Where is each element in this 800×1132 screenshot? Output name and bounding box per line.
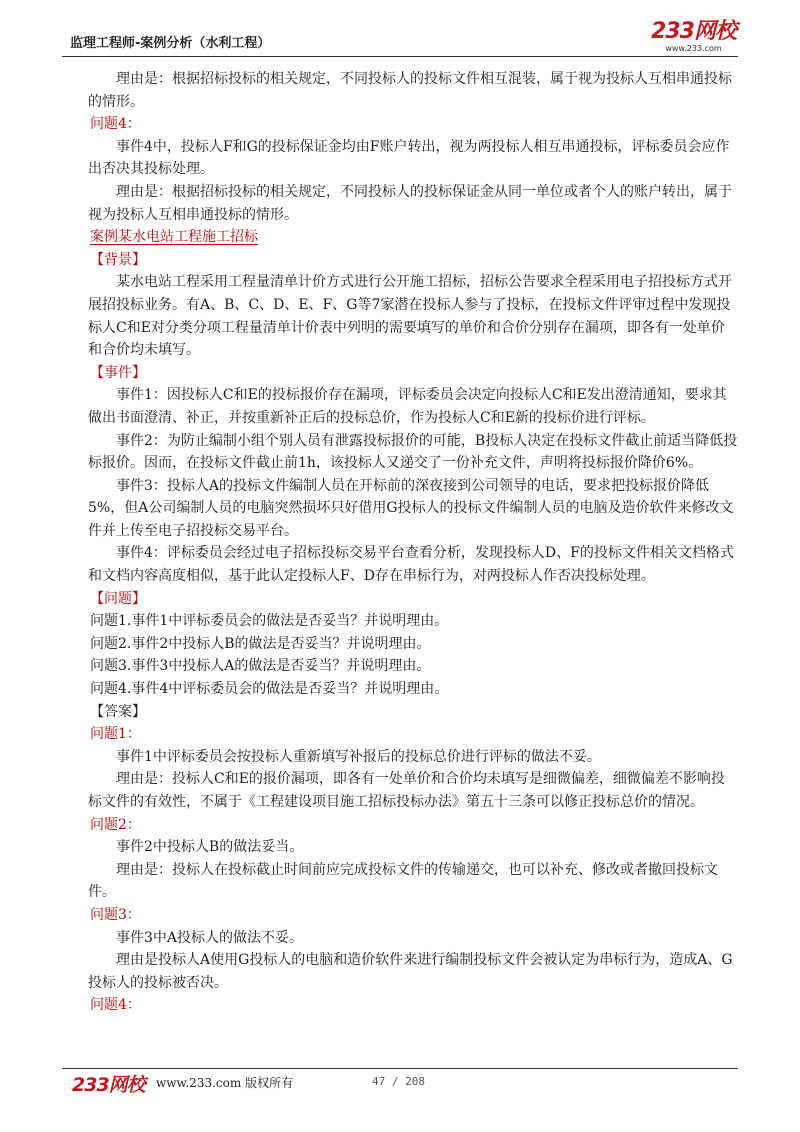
brand-logo-text: 233网校 [651,19,736,44]
event-1: 事件1：因投标人C和E的投标报价存在漏项，评标委员会决定向投标人C和E发出澄清通知，要求其做出书面澄清、补正，并按重新补正后的投标总价，作为投标人C和E新的投标价进行评标。 [88,387,727,426]
paragraph: 理由是：根据招标投标的相关规定，不同投标人的投标文件相互混装，属于视为投标人互相串通投标的情形。 [88,71,732,110]
question-4: 问题4.事件4中评标委员会的做法是否妥当？并说明理由。 [90,681,449,698]
page-content [88,68,738,1017]
answer-1-heading: 问题1： [90,726,141,743]
question-3: 问题3.事件3中投标人A的做法是否妥当？并说明理由。 [90,658,431,675]
answer-1-text: 事件1中评标委员会按投标人重新填写补报后的投标总价进行评标的做法不妥。 [116,748,601,765]
document-title: 监理工程师-案例分析（水利工程） [70,36,271,51]
case-title: 案例某水电站工程施工招标 [90,229,258,246]
footer-divider [62,1068,738,1069]
answer-3-text: 事件3中A投标人的做法不妥。 [116,929,304,946]
page-header [62,18,738,52]
paragraph: 理由是：根据招标投标的相关规定，不同投标人的投标保证金从同一单位或者个人的账户转出，属于视为投标人互相串通投标的情形。 [88,183,732,223]
brand-logo [651,20,736,53]
event-2: 事件2：为防止编制小组个别人员有泄露投标报价的可能，B投标人决定在投标文件截止前适当降低投标报价。因而，在投标文件截止前1h，该投标人又递交了一份补充文件，声明将投标报价降价6%。 [88,432,738,472]
background-text: 某水电站工程采用工程量清单计价方式进行公开施工招标，招标公告要求全程采用电子招投标方式开展招投标业务。有A、B、C、D、E、F、G等7家潜在投标人参与了投标，在投标文件评审过程中发现投标人C和E对分类分项工程量清单计价表中列明的需要填写的单价和合价分别存在漏项，即各有一处单价和合价均未填写。 [88,274,732,359]
brand-logo-url: www.233.com [665,44,722,53]
answer-1-reason: 理由是：投标人C和E的报价漏项，即各有一处单价和合价均未填写是细微偏差，细微偏差不影响投标文件的有效性，不属于《工程建设项目施工招标投标办法》第五十三条可以修正投标总价的情况。 [88,771,725,810]
background-heading: 【背景】 [90,251,146,268]
answer-3-reason: 理由是投标人A使用G投标人的电脑和造价软件来进行编制投标文件会被认定为串标行为，造成A、G投标人的投标被否决。 [88,952,733,991]
event-4: 事件4：评标委员会经过电子招标投标交易平台查看分析，发现投标人D、F的投标文件相关文档格式和文档内容高度相似，基于此认定投标人F、D存在串标行为，对两投标人作否决投标处理。 [88,545,734,585]
header-divider [62,56,738,57]
footer-logo: 233网校 [72,1074,145,1096]
event-heading: 【事件】 [90,364,146,381]
paragraph: 事件4中，投标人F和G的投标保证金均由F账户转出，视为两投标人相互串通投标，评标委员会应作出否决其投标处理。 [88,138,730,178]
question-4-heading: 问题4： [90,116,141,133]
answer-2-reason: 理由是：投标人在投标截止时间前应完成投标文件的传输递交，也可以补充、修改或者撤回投标文件。 [88,861,718,901]
answer-2-text: 事件2中投标人B的做法妥当。 [116,839,304,856]
answer-3-heading: 问题3： [90,906,141,923]
copyright: www.233.com 版权所有 [156,1076,294,1090]
answer-heading: 【答案】 [90,703,146,720]
question-1: 问题1.事件1中评标委员会的做法是否妥当？并说明理由。 [90,613,449,630]
question-heading: 【问题】 [90,590,146,607]
answer-2-heading: 问题2： [90,816,141,833]
page-number: 47 / 208 [372,1075,425,1088]
question-2: 问题2.事件2中投标人B的做法是否妥当？并说明理由。 [90,635,431,652]
answer-4-heading: 问题4： [90,997,141,1014]
event-3: 事件3：投标人A的投标文件编制人员在开标前的深夜接到公司领导的电话，要求把投标报价降低5%，但A公司编制人员的电脑突然损坏只好借用G投标人的投标文件编制人员的电脑及造价软件来修改文件并上传至电子招投标交易平台。 [88,477,734,539]
